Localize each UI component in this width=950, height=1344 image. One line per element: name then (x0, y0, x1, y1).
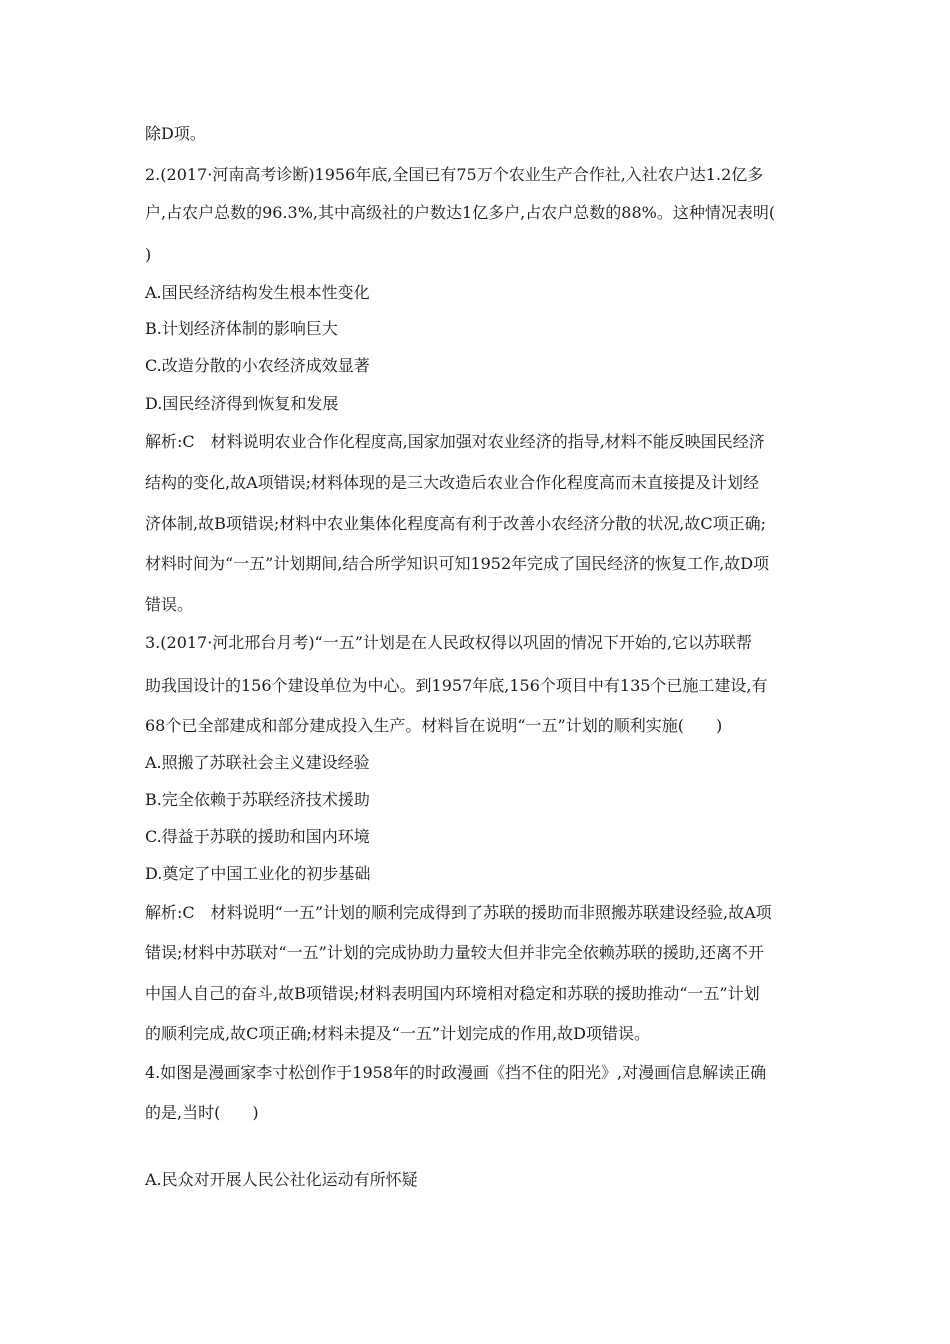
question-2-stem: 户,占农户总数的96.3%,其中高级社的户数达1亿多户,占农户总数的88%。这种情况表明( (145, 203, 776, 222)
question-3-analysis: 错误;材料中苏联对“一五”计划的完成协助力量较大但并非完全依赖苏联的援助,还离不开 (145, 943, 764, 962)
question-2-option-c: C.改造分散的小农经济成效显著 (145, 356, 370, 375)
question-3-stem: 助我国设计的156个建设单位为中心。到1957年底,156个项目中有135个已施工建设,有 (145, 676, 768, 695)
question-3-analysis: 解析:C 材料说明“一五”计划的顺利完成得到了苏联的援助而非照搬苏联建设经验,故A项 (145, 903, 772, 922)
question-3-analysis: 的顺利完成,故C项正确;材料未提及“一五”计划完成的作用,故D项错误。 (145, 1024, 650, 1043)
text-line: 除D项。 (145, 124, 206, 143)
question-2-option-b: B.计划经济体制的影响巨大 (145, 319, 338, 338)
question-2-analysis: 济体制,故B项错误;材料中农业集体化程度高有利于改善小农经济分散的状况,故C项正确; (145, 514, 766, 533)
question-2-analysis: 解析:C 材料说明农业合作化程度高,国家加强对农业经济的指导,材料不能反映国民经济 (145, 432, 765, 451)
question-2-analysis: 结构的变化,故A项错误;材料体现的是三大改造后农业合作化程度高而未直接提及计划经 (145, 473, 760, 492)
question-2-option-a: A.国民经济结构发生根本性变化 (145, 283, 370, 302)
question-3-option-d: D.奠定了中国工业化的初步基础 (145, 864, 371, 883)
question-4-stem: 4.如图是漫画家李寸松创作于1958年的时政漫画《挡不住的阳光》,对漫画信息解读正确 (145, 1063, 767, 1082)
question-2-stem: 2.(2017·河南高考诊断)1956年底,全国已有75万个农业生产合作社,入社农户达1.2亿多 (145, 165, 764, 184)
question-3-analysis: 中国人自己的奋斗,故B项错误;材料表明国内环境相对稳定和苏联的援助推动“一五”计划 (145, 984, 760, 1003)
question-2-stem: ) (145, 245, 152, 264)
question-3-stem: 3.(2017·河北邢台月考)“一五”计划是在人民政权得以巩固的情况下开始的,它以苏联帮 (145, 633, 753, 652)
question-3-option-b: B.完全依赖于苏联经济技术援助 (145, 790, 370, 809)
question-3-option-c: C.得益于苏联的援助和国内环境 (145, 827, 370, 846)
question-2-option-d: D.国民经济得到恢复和发展 (145, 394, 339, 413)
question-4-stem: 的是,当时( ) (145, 1103, 259, 1122)
question-3-stem: 68个已全部建成和部分建成投入生产。材料旨在说明“一五”计划的顺利实施( ) (145, 716, 723, 735)
question-2-analysis: 错误。 (145, 595, 194, 614)
question-2-analysis: 材料时间为“一五”计划期间,结合所学知识可知1952年完成了国民经济的恢复工作,故D项 (145, 554, 770, 573)
question-4-option-a: A.民众对开展人民公社化运动有所怀疑 (145, 1170, 418, 1189)
question-3-option-a: A.照搬了苏联社会主义建设经验 (145, 753, 370, 772)
